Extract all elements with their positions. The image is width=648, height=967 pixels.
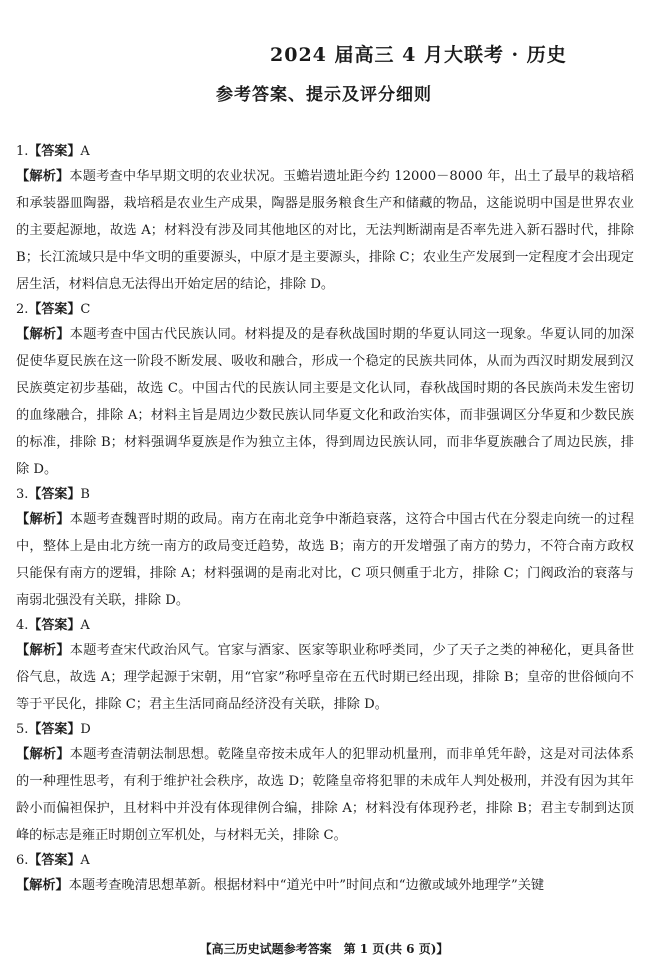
answer-label: 【答案】: [28, 487, 81, 502]
analysis-paragraph: [16, 872, 634, 899]
answer-value: B: [80, 487, 90, 502]
answer-list: [16, 140, 634, 899]
answer-label: 【答案】: [28, 618, 81, 633]
answer-label: 【答案】: [28, 302, 81, 317]
question-number: 2.: [16, 302, 29, 317]
answer-line: [16, 298, 634, 321]
answer-line: [16, 849, 634, 872]
analysis-text: 本题考查晚清思想革新。根据材料中“道光中叶”时间点和“边徼或域外地理学”关键: [68, 878, 545, 893]
answer-value: D: [80, 722, 91, 737]
analysis-paragraph: [16, 163, 634, 298]
answer-line: [16, 483, 634, 506]
question-1: [16, 140, 634, 298]
answer-label: 【答案】: [28, 144, 81, 159]
answer-value: A: [80, 144, 90, 159]
analysis-paragraph: [16, 321, 634, 483]
page-subtitle: 参考答案、提示及评分细则: [216, 85, 432, 105]
analysis-label: 【解析】: [16, 878, 69, 893]
question-3: [16, 483, 634, 614]
answer-value: A: [80, 853, 90, 868]
analysis-label: 【解析】: [16, 327, 70, 342]
answer-value: A: [80, 618, 90, 633]
question-2: [16, 298, 634, 483]
answer-line: [16, 614, 634, 637]
analysis-label: 【解析】: [16, 643, 70, 658]
analysis-text: 本题考查中国古代民族认同。材料提及的是春秋战国时期的华夏认同这一现象。华夏认同的加深促使华夏民族在这一阶段不断发展、吸收和融合，形成一个稳定的民族共同体，从而为西汉时期发展到汉民族奠定初步基础，故选 C。中国古代的民族认同主要是文化认同，春秋战国时期的各民族尚未发生密切的血缘融合，排除 A；材料主旨是周边少数民族认同华夏文化和政治实体，而非强调区分华夏和少数民族的标准，排除 B；材料强调华夏族是作为独立主体，得到周边民族认同，而非华夏族融合了周边民族，排除 D。: [16, 327, 635, 477]
analysis-text: 本题考查中华早期文明的农业状况。玉蟾岩遗址距今约 12000－8000 年，出土了最早的栽培稻和承装器皿陶器，栽培稻是农业生产成果，陶器是服务粮食生产和储藏的物品，这能说明中国是世界农业的主要起源地，故选 A；材料没有涉及同其他地区的对比，无法判断湖南是否率先进入新石器时代，排除 B；长江流域只是中华文明的重要源头，中原才是主要源头，排除 C；农业生产发展到一定程度才会出现定居生活，材料信息无法得出开始定居的结论，排除 D。: [16, 169, 634, 292]
question-number: 5.: [16, 722, 29, 737]
page-title: 2024 届高三 4 月大联考 · 历史: [270, 44, 567, 66]
question-number: 3.: [16, 487, 29, 502]
analysis-label: 【解析】: [16, 512, 70, 527]
question-4: [16, 614, 634, 718]
analysis-text: 本题考查宋代政治风气。官家与酒家、医家等职业称呼类同，少了天子之类的神秘化，更具备世俗气息，故选 A；理学起源于宋朝，用“官家”称呼皇帝在五代时期已经出现，排除 B；皇帝的世俗倾向不等于平民化，排除 C；君主生活同商品经济没有关联，排除 D。: [16, 643, 635, 712]
question-number: 6.: [16, 853, 29, 868]
analysis-text: 本题考查清朝法制思想。乾隆皇帝按未成年人的犯罪动机量刑，而非单凭年龄，这是对司法体系的一种理性思考，有利于维护社会秩序，故选 D；乾隆皇帝将犯罪的未成年人判处极刑，并没有因为其年龄小而偏袒保护，且材料中并没有体现律例合编，排除 A；材料没有体现矜老，排除 B；君主专制到达顶峰的标志是雍正时期创立军机处，与材料无关，排除 C。: [16, 747, 635, 843]
question-6: [16, 849, 634, 899]
question-number: 1.: [16, 144, 29, 159]
analysis-text: 本题考查魏晋时期的政局。南方在南北竞争中渐趋衰落，这符合中国古代在分裂走向统一的过程中，整体上是由北方统一南方的政局变迁趋势，故选 B；南方的开发增强了南方的势力，不符合南方政权只能保有南方的逻辑，排除 A；材料强调的是南北对比，C 项只侧重于北方，排除 C；门阀政治的衰落与南弱北强没有关联，排除 D。: [16, 512, 635, 608]
analysis-label: 【解析】: [16, 747, 70, 762]
question-number: 4.: [16, 618, 29, 633]
question-5: [16, 718, 634, 849]
answer-label: 【答案】: [28, 853, 81, 868]
answer-label: 【答案】: [28, 722, 81, 737]
analysis-label: 【解析】: [16, 169, 70, 184]
analysis-paragraph: [16, 741, 634, 849]
analysis-paragraph: [16, 637, 634, 718]
analysis-paragraph: [16, 506, 634, 614]
answer-line: [16, 718, 634, 741]
answer-line: [16, 140, 634, 163]
answer-value: C: [80, 302, 91, 317]
page-footer: 【高三历史试题参考答案 第 1 页(共 6 页)】: [199, 942, 449, 956]
